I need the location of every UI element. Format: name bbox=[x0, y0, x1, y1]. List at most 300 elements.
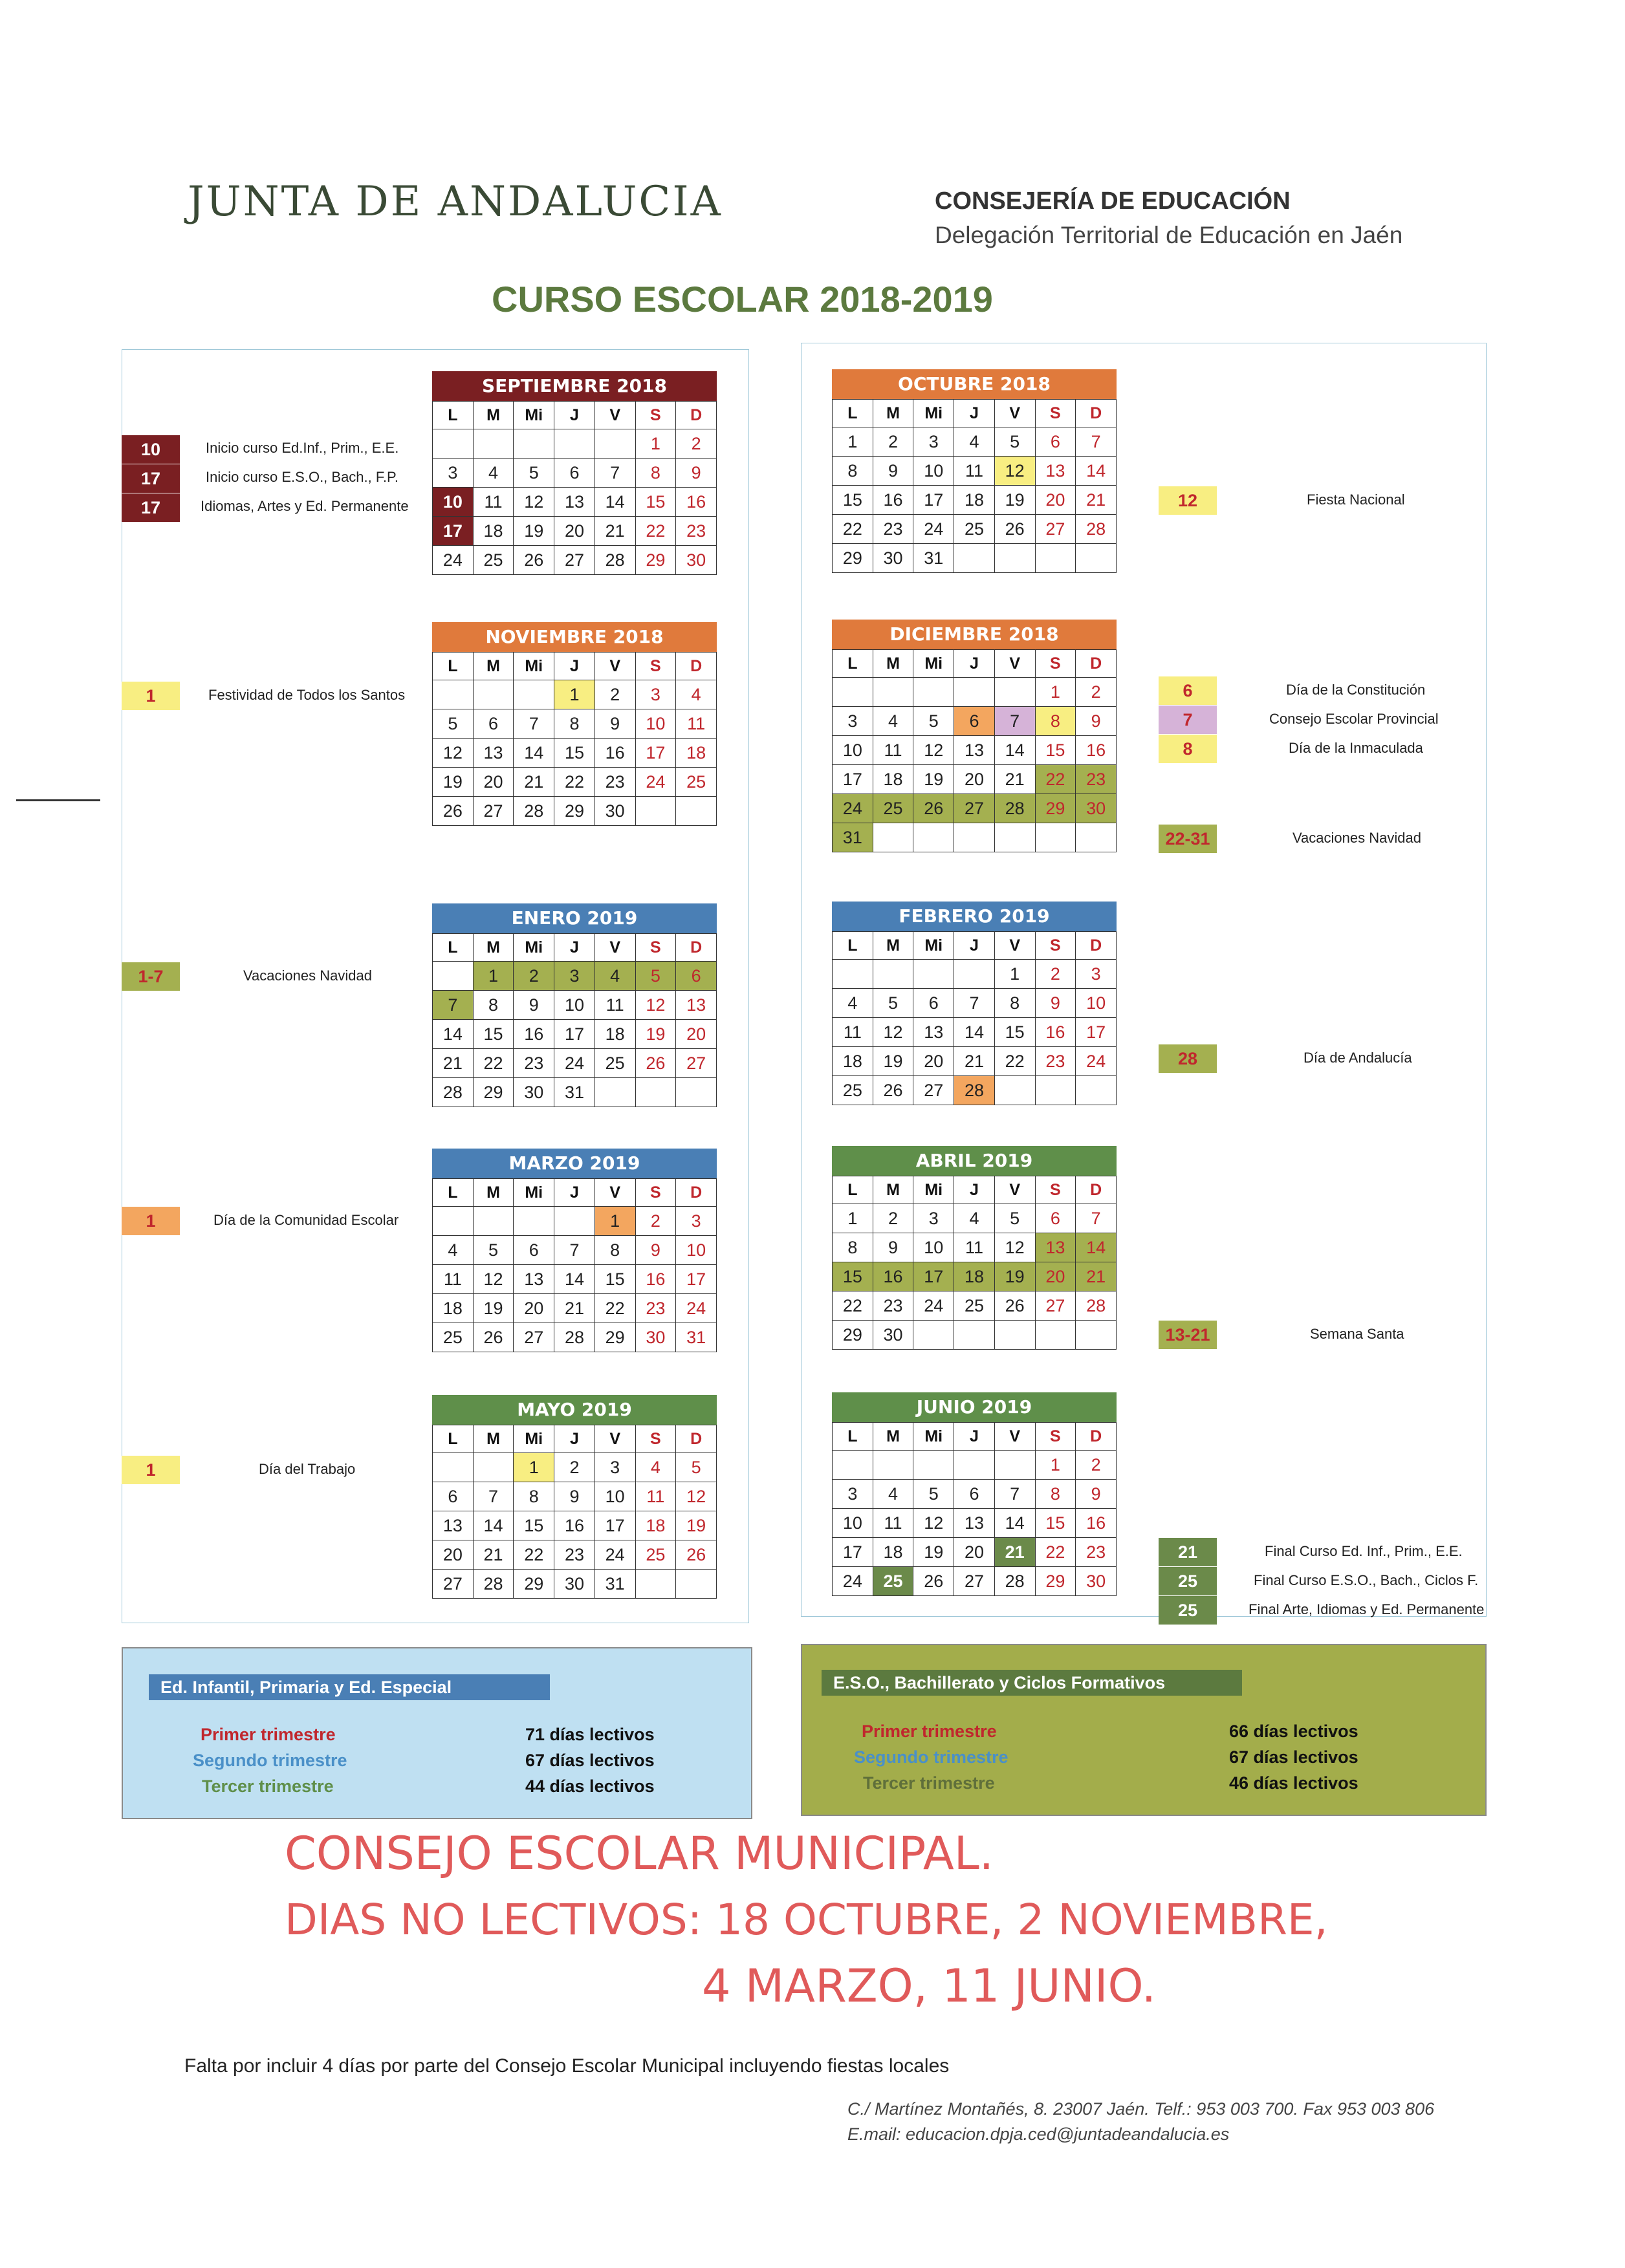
day-cell: 25 bbox=[594, 1049, 635, 1078]
day-cell: 13 bbox=[473, 739, 514, 768]
day-cell: 12 bbox=[433, 739, 474, 768]
day-cell: 19 bbox=[994, 1262, 1035, 1291]
day-cell: 1 bbox=[635, 429, 676, 459]
weekday-header: J bbox=[954, 932, 995, 960]
legend-label: Semana Santa bbox=[1310, 1326, 1404, 1342]
month-title: SEPTIEMBRE 2018 bbox=[432, 371, 717, 401]
day-cell: 23 bbox=[1076, 1538, 1117, 1567]
day-cell: 8 bbox=[833, 457, 873, 486]
day-cell: 17 bbox=[676, 1265, 717, 1294]
day-cell: 12 bbox=[994, 457, 1035, 486]
day-cell: 26 bbox=[994, 515, 1035, 544]
day-cell: 3 bbox=[676, 1207, 717, 1236]
day-cell: 25 bbox=[873, 1567, 913, 1596]
day-cell: 24 bbox=[594, 1540, 635, 1570]
day-cell: 27 bbox=[473, 797, 514, 826]
day-cell: 3 bbox=[913, 427, 954, 457]
day-cell: 2 bbox=[594, 680, 635, 709]
day-cell bbox=[833, 1451, 873, 1480]
day-cell: 28 bbox=[594, 546, 635, 575]
day-cell: 16 bbox=[635, 1265, 676, 1294]
day-cell: 4 bbox=[833, 989, 873, 1018]
day-cell bbox=[873, 823, 913, 852]
day-cell: 4 bbox=[433, 1236, 474, 1265]
weekday-header: M bbox=[473, 402, 514, 429]
legend-box: 17 bbox=[122, 464, 180, 493]
weekday-header: M bbox=[873, 1423, 913, 1451]
day-cell bbox=[514, 680, 554, 709]
day-cell: 22 bbox=[554, 768, 595, 797]
day-cell: 13 bbox=[514, 1265, 554, 1294]
day-cell: 28 bbox=[433, 1078, 474, 1107]
day-cell bbox=[473, 680, 514, 709]
day-cell: 6 bbox=[676, 962, 717, 991]
day-cell: 18 bbox=[473, 517, 514, 546]
day-cell: 22 bbox=[833, 515, 873, 544]
legend-label: Día de la Inmaculada bbox=[1289, 740, 1423, 756]
day-cell: 28 bbox=[473, 1570, 514, 1599]
day-cell: 15 bbox=[994, 1018, 1035, 1047]
left-t1-label: Primer trimestre bbox=[201, 1725, 336, 1744]
day-cell: 27 bbox=[1035, 515, 1076, 544]
legend-label: Final Curso E.S.O., Bach., Ciclos F. bbox=[1254, 1572, 1479, 1588]
day-cell: 12 bbox=[913, 1509, 954, 1538]
day-cell: 31 bbox=[913, 544, 954, 573]
day-cell: 18 bbox=[594, 1020, 635, 1049]
day-cell: 2 bbox=[635, 1207, 676, 1236]
day-cell bbox=[954, 544, 995, 573]
weekday-header: L bbox=[433, 1179, 474, 1207]
weekday-header: Mi bbox=[913, 1176, 954, 1204]
day-cell: 4 bbox=[676, 680, 717, 709]
day-cell: 14 bbox=[994, 1509, 1035, 1538]
day-cell: 23 bbox=[554, 1540, 595, 1570]
day-cell: 9 bbox=[1076, 707, 1117, 736]
month-title: JUNIO 2019 bbox=[832, 1392, 1117, 1422]
day-cell: 8 bbox=[473, 991, 514, 1020]
month-title: FEBRERO 2019 bbox=[832, 902, 1117, 931]
day-cell bbox=[473, 1207, 514, 1236]
right-t2-days: 67 días lectivos bbox=[1229, 1747, 1358, 1767]
day-cell bbox=[913, 678, 954, 707]
day-cell: 3 bbox=[433, 459, 474, 488]
weekday-header: L bbox=[833, 400, 873, 427]
legend-label: Final Arte, Idiomas y Ed. Permanente bbox=[1249, 1601, 1485, 1617]
day-cell: 6 bbox=[913, 989, 954, 1018]
day-cell: 2 bbox=[1035, 960, 1076, 989]
day-cell: 10 bbox=[594, 1482, 635, 1511]
day-cell: 10 bbox=[433, 488, 474, 517]
day-cell: 11 bbox=[676, 709, 717, 739]
day-cell: 19 bbox=[913, 765, 954, 794]
day-cell: 13 bbox=[433, 1511, 474, 1540]
day-cell: 23 bbox=[1076, 765, 1117, 794]
weekday-header: D bbox=[1076, 1176, 1117, 1204]
day-cell: 6 bbox=[554, 459, 595, 488]
day-cell bbox=[913, 960, 954, 989]
day-cell: 9 bbox=[514, 991, 554, 1020]
day-cell bbox=[913, 1321, 954, 1350]
day-cell: 8 bbox=[1035, 707, 1076, 736]
day-cell: 23 bbox=[873, 515, 913, 544]
day-cell: 1 bbox=[1035, 678, 1076, 707]
day-cell: 29 bbox=[635, 546, 676, 575]
legend-label: Vacaciones Navidad bbox=[1292, 830, 1421, 846]
day-cell bbox=[473, 1453, 514, 1482]
day-cell: 23 bbox=[873, 1291, 913, 1321]
day-cell bbox=[594, 429, 635, 459]
day-cell: 2 bbox=[676, 429, 717, 459]
day-cell bbox=[433, 680, 474, 709]
day-cell bbox=[1076, 1076, 1117, 1105]
day-cell: 5 bbox=[913, 1480, 954, 1509]
day-cell: 15 bbox=[833, 1262, 873, 1291]
day-cell: 20 bbox=[473, 768, 514, 797]
day-cell bbox=[913, 823, 954, 852]
weekday-header: S bbox=[1035, 1176, 1076, 1204]
day-cell: 30 bbox=[635, 1323, 676, 1352]
day-cell: 21 bbox=[1076, 1262, 1117, 1291]
day-cell: 22 bbox=[1035, 1538, 1076, 1567]
weekday-header: D bbox=[1076, 650, 1117, 678]
day-cell: 30 bbox=[1076, 1567, 1117, 1596]
day-cell: 20 bbox=[433, 1540, 474, 1570]
day-cell: 26 bbox=[913, 1567, 954, 1596]
day-cell: 24 bbox=[833, 794, 873, 823]
legend-label: Día de la Constitución bbox=[1286, 682, 1426, 698]
day-cell: 1 bbox=[473, 962, 514, 991]
day-cell: 3 bbox=[554, 962, 595, 991]
day-cell: 11 bbox=[954, 1233, 995, 1262]
day-cell bbox=[913, 1451, 954, 1480]
day-cell: 21 bbox=[473, 1540, 514, 1570]
weekday-header: S bbox=[635, 934, 676, 962]
day-cell bbox=[433, 962, 474, 991]
day-cell: 15 bbox=[514, 1511, 554, 1540]
day-cell: 5 bbox=[994, 1204, 1035, 1233]
day-cell: 20 bbox=[954, 1538, 995, 1567]
day-cell: 6 bbox=[1035, 427, 1076, 457]
day-cell: 5 bbox=[473, 1236, 514, 1265]
day-cell bbox=[994, 823, 1035, 852]
day-cell: 17 bbox=[1076, 1018, 1117, 1047]
day-cell: 27 bbox=[913, 1076, 954, 1105]
day-cell: 5 bbox=[433, 709, 474, 739]
day-cell: 26 bbox=[433, 797, 474, 826]
day-cell: 31 bbox=[833, 823, 873, 852]
day-cell: 15 bbox=[554, 739, 595, 768]
day-cell: 18 bbox=[676, 739, 717, 768]
day-cell: 21 bbox=[1076, 486, 1117, 515]
day-cell: 30 bbox=[873, 544, 913, 573]
weekday-header: M bbox=[473, 934, 514, 962]
calendar-octubre bbox=[832, 369, 1117, 573]
footer-address: C./ Martínez Montañés, 8. 23007 Jaén. Telf.: 953 003 700. Fax 953 003 806 bbox=[847, 2099, 1435, 2119]
month-title: MARZO 2019 bbox=[432, 1149, 717, 1178]
day-cell bbox=[514, 429, 554, 459]
weekday-header: Mi bbox=[514, 1425, 554, 1453]
day-cell: 21 bbox=[514, 768, 554, 797]
weekday-header: S bbox=[635, 653, 676, 680]
weekday-header: V bbox=[994, 650, 1035, 678]
weekday-header: D bbox=[676, 653, 717, 680]
weekday-header: V bbox=[994, 1423, 1035, 1451]
left-t1-days: 71 días lectivos bbox=[525, 1725, 655, 1744]
weekday-header: L bbox=[833, 1176, 873, 1204]
day-cell: 22 bbox=[635, 517, 676, 546]
left-t3-label: Tercer trimestre bbox=[202, 1777, 334, 1796]
weekday-header: V bbox=[594, 653, 635, 680]
day-cell: 18 bbox=[873, 765, 913, 794]
weekday-header: L bbox=[833, 932, 873, 960]
weekday-header: J bbox=[554, 1425, 595, 1453]
calendar-diciembre bbox=[832, 620, 1117, 852]
day-cell bbox=[554, 1207, 595, 1236]
day-cell: 29 bbox=[833, 544, 873, 573]
day-cell: 8 bbox=[833, 1233, 873, 1262]
day-cell: 21 bbox=[954, 1047, 995, 1076]
day-cell: 7 bbox=[433, 991, 474, 1020]
weekday-header: D bbox=[1076, 932, 1117, 960]
calendar-noviembre bbox=[432, 622, 717, 826]
day-cell: 26 bbox=[635, 1049, 676, 1078]
day-cell: 27 bbox=[514, 1323, 554, 1352]
month-title: OCTUBRE 2018 bbox=[832, 369, 1117, 399]
day-cell: 15 bbox=[635, 488, 676, 517]
day-cell: 4 bbox=[954, 427, 995, 457]
calendar-mayo bbox=[432, 1395, 717, 1599]
weekday-header: J bbox=[954, 400, 995, 427]
day-cell: 11 bbox=[833, 1018, 873, 1047]
day-cell: 12 bbox=[473, 1265, 514, 1294]
day-cell: 26 bbox=[514, 546, 554, 575]
month-title: NOVIEMBRE 2018 bbox=[432, 622, 717, 652]
day-cell: 5 bbox=[676, 1453, 717, 1482]
legend-label: Consejo Escolar Provincial bbox=[1269, 711, 1439, 727]
day-cell: 18 bbox=[635, 1511, 676, 1540]
weekday-header: S bbox=[1035, 1423, 1076, 1451]
weekday-header: D bbox=[1076, 400, 1117, 427]
day-cell: 11 bbox=[954, 457, 995, 486]
day-cell: 23 bbox=[1035, 1047, 1076, 1076]
weekday-header: Mi bbox=[514, 934, 554, 962]
day-cell: 4 bbox=[954, 1204, 995, 1233]
footer-email: E.mail: educacion.dpja.ced@juntadeandalucia.es bbox=[847, 2124, 1230, 2144]
day-cell: 15 bbox=[1035, 1509, 1076, 1538]
day-cell: 24 bbox=[635, 768, 676, 797]
day-cell bbox=[635, 1570, 676, 1599]
day-cell: 10 bbox=[913, 1233, 954, 1262]
weekday-header: J bbox=[554, 934, 595, 962]
weekday-header: L bbox=[433, 402, 474, 429]
day-cell: 2 bbox=[873, 1204, 913, 1233]
summary-right bbox=[801, 1644, 1487, 1816]
day-cell: 3 bbox=[833, 707, 873, 736]
day-cell bbox=[994, 1321, 1035, 1350]
weekday-header: V bbox=[594, 402, 635, 429]
day-cell bbox=[833, 678, 873, 707]
day-cell: 27 bbox=[554, 546, 595, 575]
day-cell: 28 bbox=[514, 797, 554, 826]
day-cell: 17 bbox=[635, 739, 676, 768]
day-cell: 11 bbox=[635, 1482, 676, 1511]
day-cell: 31 bbox=[554, 1078, 595, 1107]
day-cell bbox=[1076, 544, 1117, 573]
day-cell bbox=[676, 797, 717, 826]
day-cell: 24 bbox=[913, 515, 954, 544]
day-cell: 3 bbox=[594, 1453, 635, 1482]
day-cell bbox=[1076, 1321, 1117, 1350]
legend-box: 22-31 bbox=[1159, 825, 1217, 853]
day-cell bbox=[873, 960, 913, 989]
weekday-header: V bbox=[594, 1425, 635, 1453]
day-cell bbox=[635, 797, 676, 826]
day-cell: 19 bbox=[514, 517, 554, 546]
day-cell bbox=[994, 1451, 1035, 1480]
day-cell: 27 bbox=[676, 1049, 717, 1078]
day-cell: 11 bbox=[873, 736, 913, 765]
right-t2-label: Segundo trimestre bbox=[854, 1747, 1009, 1767]
day-cell: 19 bbox=[873, 1047, 913, 1076]
day-cell: 23 bbox=[594, 768, 635, 797]
day-cell: 24 bbox=[433, 546, 474, 575]
day-cell: 19 bbox=[994, 486, 1035, 515]
day-cell: 11 bbox=[473, 488, 514, 517]
legend-box: 1 bbox=[122, 1456, 180, 1484]
day-cell: 26 bbox=[994, 1291, 1035, 1321]
day-cell: 25 bbox=[635, 1540, 676, 1570]
weekday-header: D bbox=[676, 402, 717, 429]
right-t3-days: 46 días lectivos bbox=[1229, 1773, 1358, 1793]
footer-note: Falta por incluir 4 días por parte del Consejo Escolar Municipal incluyendo fiestas locales bbox=[184, 2055, 950, 2077]
day-cell: 27 bbox=[1035, 1291, 1076, 1321]
day-cell: 2 bbox=[1076, 1451, 1117, 1480]
day-cell: 13 bbox=[954, 736, 995, 765]
day-cell: 1 bbox=[994, 960, 1035, 989]
day-cell: 12 bbox=[676, 1482, 717, 1511]
weekday-header: D bbox=[676, 1425, 717, 1453]
handwritten-line-3: 4 MARZO, 11 JUNIO. bbox=[702, 1960, 1156, 2013]
weekday-header: Mi bbox=[514, 653, 554, 680]
day-cell: 8 bbox=[594, 1236, 635, 1265]
day-cell bbox=[873, 1451, 913, 1480]
day-cell bbox=[954, 1321, 995, 1350]
day-cell: 15 bbox=[473, 1020, 514, 1049]
day-cell: 9 bbox=[873, 457, 913, 486]
handwritten-line-1: CONSEJO ESCOLAR MUNICIPAL. bbox=[285, 1827, 994, 1880]
day-cell: 28 bbox=[954, 1076, 995, 1105]
legend-box: 21 bbox=[1159, 1538, 1217, 1566]
day-cell: 30 bbox=[514, 1078, 554, 1107]
right-t1-label: Primer trimestre bbox=[862, 1722, 997, 1741]
weekday-header: V bbox=[994, 1176, 1035, 1204]
summary-left-title: Ed. Infantil, Primaria y Ed. Especial bbox=[149, 1674, 550, 1700]
day-cell: 31 bbox=[594, 1570, 635, 1599]
day-cell: 19 bbox=[635, 1020, 676, 1049]
day-cell: 27 bbox=[954, 1567, 995, 1596]
day-cell: 16 bbox=[1076, 736, 1117, 765]
day-cell: 7 bbox=[1076, 427, 1117, 457]
day-cell: 14 bbox=[1076, 457, 1117, 486]
legend-box: 1 bbox=[122, 682, 180, 710]
day-cell: 15 bbox=[1035, 736, 1076, 765]
summary-left bbox=[122, 1647, 752, 1819]
legend-box: 13-21 bbox=[1159, 1321, 1217, 1349]
summary-right-title: E.S.O., Bachillerato y Ciclos Formativos bbox=[822, 1670, 1242, 1696]
day-cell: 7 bbox=[514, 709, 554, 739]
calendar-junio bbox=[832, 1392, 1117, 1596]
day-cell: 17 bbox=[913, 1262, 954, 1291]
day-cell bbox=[433, 429, 474, 459]
day-cell: 14 bbox=[594, 488, 635, 517]
weekday-header: V bbox=[994, 400, 1035, 427]
day-cell bbox=[635, 1078, 676, 1107]
day-cell: 28 bbox=[1076, 515, 1117, 544]
org-name: JUNTA DE ANDALUCIA bbox=[188, 178, 723, 226]
day-cell: 17 bbox=[913, 486, 954, 515]
legend-label: Día de Andalucía bbox=[1303, 1050, 1412, 1066]
weekday-header: V bbox=[594, 934, 635, 962]
handwritten-line-2: DIAS NO LECTIVOS: 18 OCTUBRE, 2 NOVIEMBRE, bbox=[285, 1895, 1328, 1945]
day-cell: 1 bbox=[833, 427, 873, 457]
day-cell: 9 bbox=[554, 1482, 595, 1511]
weekday-header: Mi bbox=[913, 650, 954, 678]
legend-box: 7 bbox=[1159, 706, 1217, 734]
day-cell: 13 bbox=[676, 991, 717, 1020]
weekday-header: M bbox=[473, 1425, 514, 1453]
day-cell: 5 bbox=[913, 707, 954, 736]
weekday-header: L bbox=[833, 650, 873, 678]
legend-label: Inicio curso Ed.Inf., Prim., E.E. bbox=[206, 440, 399, 456]
day-cell: 15 bbox=[594, 1265, 635, 1294]
weekday-header: M bbox=[873, 1176, 913, 1204]
legend-box: 12 bbox=[1159, 486, 1217, 515]
weekday-header: M bbox=[473, 653, 514, 680]
day-cell: 12 bbox=[514, 488, 554, 517]
day-cell bbox=[433, 1453, 474, 1482]
day-cell bbox=[473, 429, 514, 459]
day-cell: 31 bbox=[676, 1323, 717, 1352]
day-cell: 28 bbox=[994, 794, 1035, 823]
day-cell: 9 bbox=[1076, 1480, 1117, 1509]
weekday-header: Mi bbox=[913, 1423, 954, 1451]
day-cell: 20 bbox=[1035, 486, 1076, 515]
day-cell: 24 bbox=[676, 1294, 717, 1323]
month-title: ENERO 2019 bbox=[432, 903, 717, 933]
day-cell: 10 bbox=[833, 736, 873, 765]
day-cell: 26 bbox=[473, 1323, 514, 1352]
legend-box: 10 bbox=[122, 435, 180, 464]
day-cell bbox=[833, 960, 873, 989]
day-cell: 7 bbox=[1076, 1204, 1117, 1233]
day-cell: 2 bbox=[1076, 678, 1117, 707]
day-cell: 28 bbox=[994, 1567, 1035, 1596]
day-cell: 16 bbox=[1035, 1018, 1076, 1047]
day-cell bbox=[1035, 544, 1076, 573]
legend-box: 28 bbox=[1159, 1044, 1217, 1073]
day-cell: 26 bbox=[676, 1540, 717, 1570]
day-cell: 4 bbox=[635, 1453, 676, 1482]
day-cell: 11 bbox=[594, 991, 635, 1020]
day-cell: 11 bbox=[433, 1265, 474, 1294]
calendar-febrero bbox=[832, 902, 1117, 1105]
legend-label: Día de la Comunidad Escolar bbox=[213, 1212, 399, 1228]
day-cell bbox=[1076, 823, 1117, 852]
day-cell: 24 bbox=[1076, 1047, 1117, 1076]
day-cell: 26 bbox=[873, 1076, 913, 1105]
day-cell: 12 bbox=[994, 1233, 1035, 1262]
day-cell: 19 bbox=[473, 1294, 514, 1323]
